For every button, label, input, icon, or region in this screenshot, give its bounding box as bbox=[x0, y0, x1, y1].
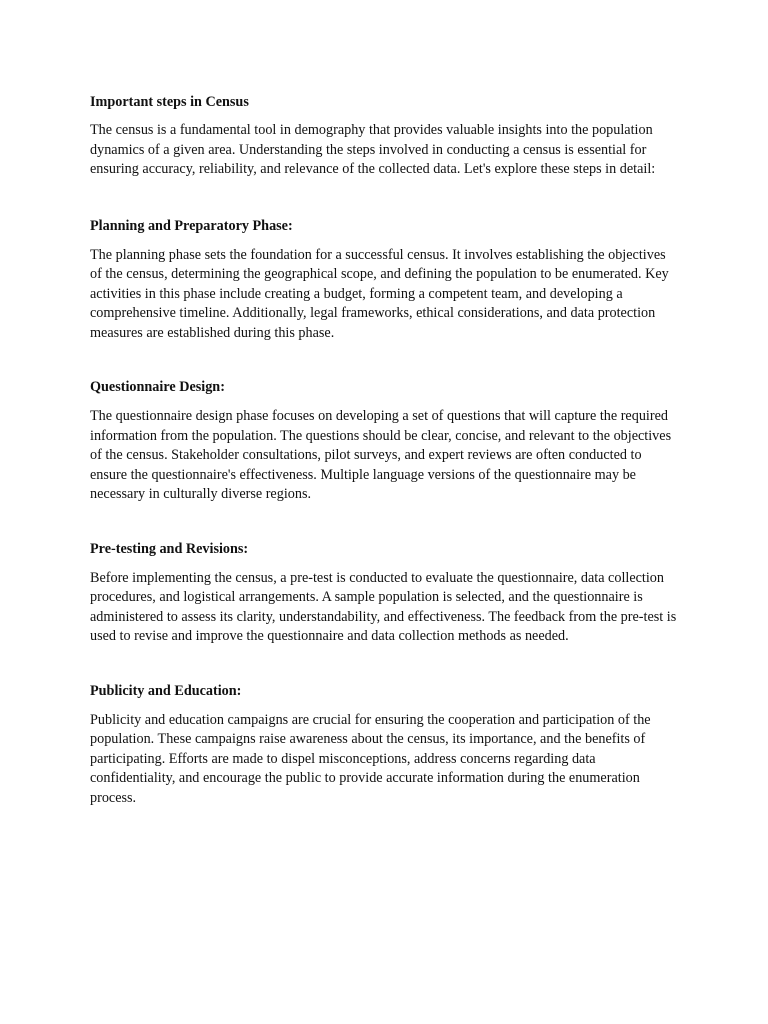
section-heading: Publicity and Education: bbox=[90, 682, 242, 699]
section-heading: Pre-testing and Revisions: bbox=[90, 540, 249, 557]
section-pre-testing bbox=[90, 540, 680, 647]
section-questionnaire-design bbox=[90, 378, 680, 504]
section-body: The planning phase sets the foundation for a successful census. It involves establishing the objectives of the census, determining the geographical scope, and defining the population to be enumerated. Key activities in this phase include creating a budget, forming a competent team, and developing a comprehensive timeline. Additionally, legal frameworks, ethical considerations, and data protection measures are established during this phase. bbox=[90, 247, 669, 341]
section-publicity bbox=[90, 682, 680, 808]
section-heading: Questionnaire Design: bbox=[90, 379, 225, 396]
section-body: Before implementing the census, a pre-test is conducted to evaluate the questionnaire, data collection procedures, and logistical arrangements. A sample population is selected, and the questionnaire is administered to assess its clarity, understandability, and effectiveness. The feedback from the pre-test is used to revise and improve the questionnaire and data collection methods as needed. bbox=[90, 569, 677, 645]
intro-paragraph: The census is a fundamental tool in demography that provides valuable insights into the population dynamics of a given area. Understanding the steps involved in conducting a census is essential for ensuring accuracy, reliability, and relevance of the collected data. Let's explore these steps in detail: bbox=[90, 122, 656, 178]
section-planning bbox=[90, 217, 680, 343]
document-page bbox=[90, 93, 680, 843]
section-heading: Planning and Preparatory Phase: bbox=[90, 217, 293, 234]
section-body: Publicity and education campaigns are crucial for ensuring the cooperation and participation of the population. These campaigns raise awareness about the census, its importance, and the benefits of participating. Efforts are made to dispel misconceptions, address concerns regarding data confidentiality, and encourage the public to provide accurate information during the enumeration process. bbox=[90, 711, 651, 806]
document-title: Important steps in Census bbox=[90, 94, 249, 110]
section-body: The questionnaire design phase focuses on developing a set of questions that will capture the required information from the population. The questions should be clear, concise, and relevant to the objectives of the census. Stakeholder consultations, pilot surveys, and expert reviews are often conducted to ensure the questionnaire's effectiveness. Multiple language versions of the questionnaire may be necessary in culturally diverse regions. bbox=[90, 408, 672, 503]
